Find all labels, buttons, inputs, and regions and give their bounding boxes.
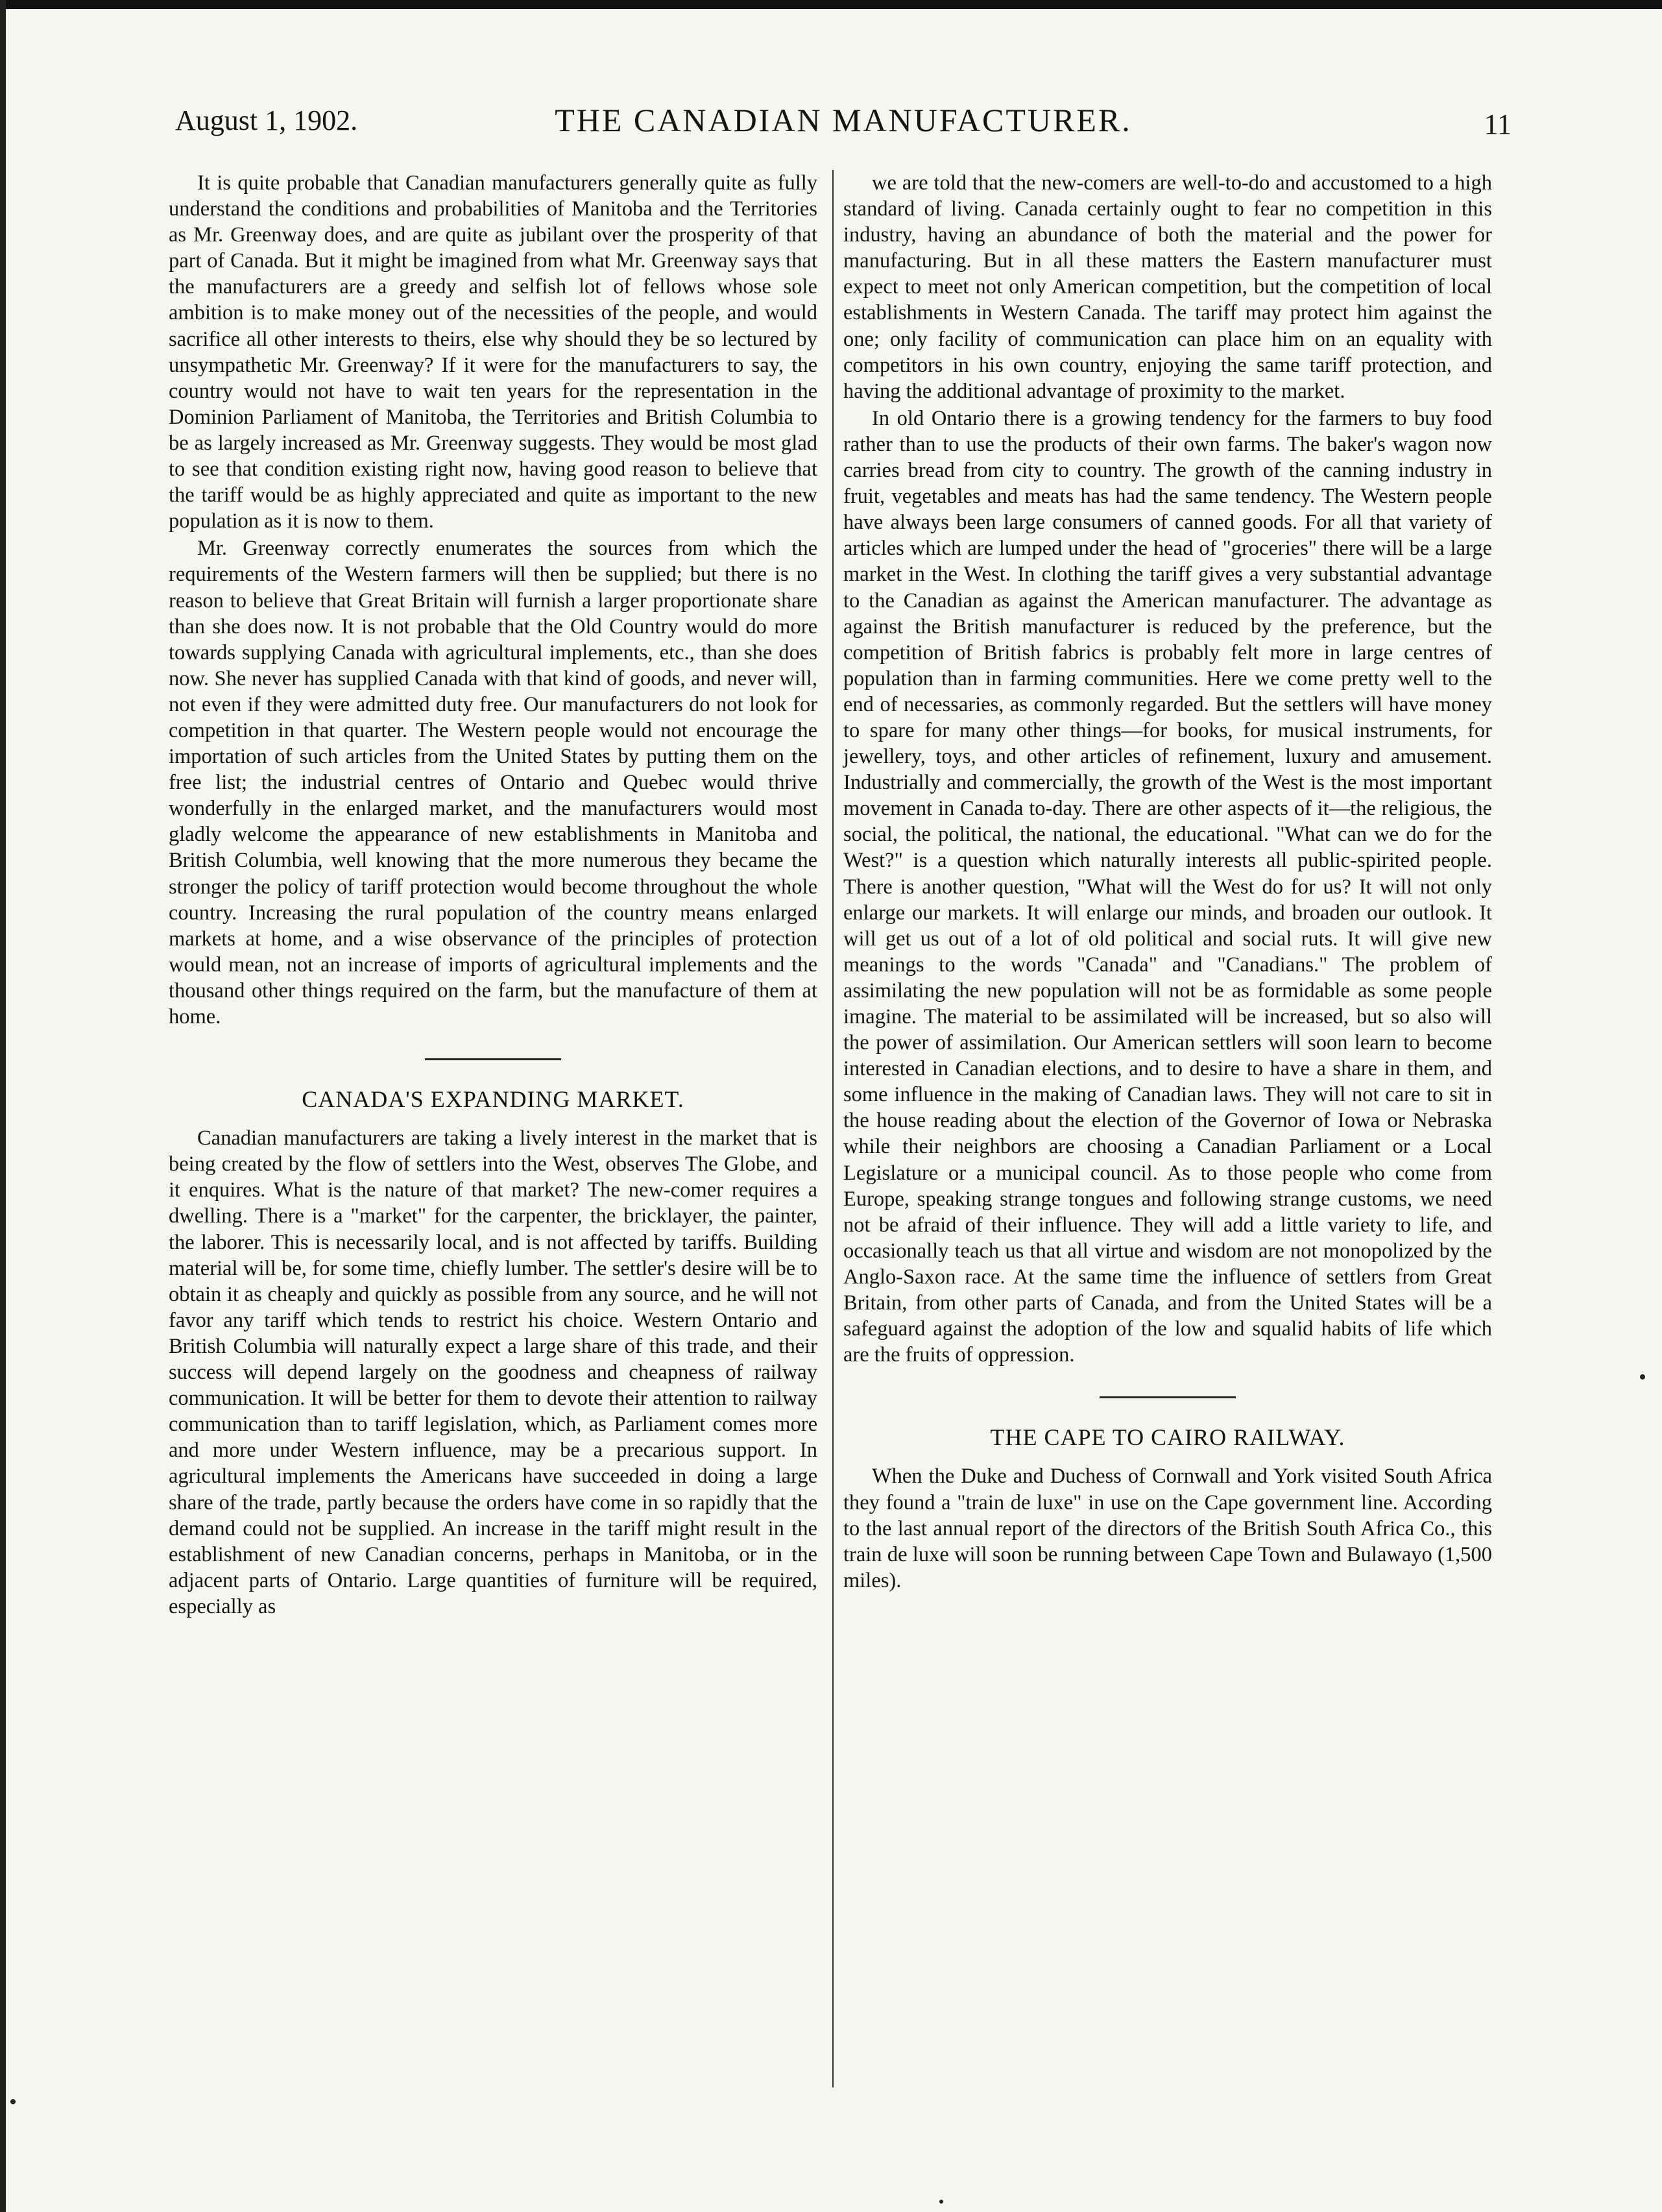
section-heading-expanding-market: CANADA'S EXPANDING MARKET.	[302, 1086, 684, 1113]
section-divider	[1100, 1396, 1236, 1398]
top-border-rule	[0, 0, 1662, 9]
publication-title: THE CANADIAN MANUFACTURER.	[555, 102, 1132, 138]
scan-speck	[10, 2099, 16, 2104]
right-column	[843, 170, 1492, 1594]
left-column	[169, 170, 817, 1620]
left-border-rule	[0, 0, 6, 2212]
page-number: 11	[1484, 108, 1511, 140]
scan-speck	[939, 2200, 943, 2204]
article-paragraph: It is quite probable that Canadian manufacturers generally quite as fully understand the conditions and probabilities of Manitoba and the Territories as Mr. Greenway does, and are quite as jubilant over the prosperity of that part of Canada. But it might be imagined from what Mr. Greenway says that the manufacturers are a greedy and selfish lot of fellows whose sole ambition is to make money out of the necessities of the people, and would sacrifice all other interests to theirs, else why should they be so lectured by unsympathetic Mr. Greenway? If it were for the manufacturers to say, the country would not have to wait ten years for the representation in the Dominion Parliament of Manitoba, the Territories and British Columbia to be as largely increased as Mr. Greenway suggests. They would be most glad to see that condition existing right now, having good reason to believe that the tariff would be as highly appreciated and quite as important to the new population as it is now to them.	[169, 171, 817, 533]
article-paragraph: When the Duke and Duchess of Cornwall and York visited South Africa they found a "train de luxe" in use on the Cape government line. According to the last annual report of the directors of the British South Africa Co., this train de luxe will soon be running between Cape Town and Bulawayo (1,500 miles).	[843, 1465, 1492, 1592]
column-divider	[832, 170, 834, 2087]
scan-speck	[1640, 1374, 1645, 1379]
article-paragraph: Canadian manufacturers are taking a lively interest in the market that is being created by the flow of settlers into the West, observes The Globe, and it enquires. What is the nature of that market? The new-comer requires a dwelling. There is a "market" for the carpenter, the bricklayer, the painter, the laborer. This is necessarily local, and is not affected by tariffs. Building material will be, for some time, chiefly lumber. The settler's desire will be to obtain it as cheaply and quickly as possible from any source, and he will not favor any tariff which tends to restrict his choice. Western Ontario and British Columbia will naturally expect a large share of this trade, and their success will depend largely on the goodness and cheapness of railway communication. It will be better for them to devote their attention to railway communication than to tariff legislation, which, as Parliament comes more and more under Western influence, may be a precarious support. In agricultural implements the Americans have succeeded in doing a large share of the trade, partly because the orders have come in so rapidly that the demand could not be supplied. An increase in the tariff might result in the establishment of new Canadian concerns, perhaps in Manitoba, or in the adjacent parts of Ontario. Large quantities of furniture will be required, especially as	[169, 1126, 817, 1618]
section-divider	[425, 1058, 561, 1060]
article-paragraph: In old Ontario there is a growing tendency for the farmers to buy food rather than to use the products of their own farms. The baker's wagon now carries bread from city to country. The growth of the canning industry in fruit, vegetables and meats has had the same tendency. The Western people have always been large consumers of canned goods. For all that variety of articles which are lumped under the head of "groceries" there will be a large market in the West. In clothing the tariff gives a very substantial advantage to the Canadian as against the American manufacturer. The advantage as against the British manufacturer is reduced by the preference, but the competition of British fabrics is probably felt more in large centres of population than in farming communities. Here we come pretty well to the end of necessaries, as commonly regarded. But the settlers will have money to spare for many other things—for books, for musical instruments, for jewellery, toys, and other articles of refinement, luxury and amusement. Industrially and commercially, the growth of the West is the most important movement in Canada to-day. There are other aspects of it—the religious, the social, the political, the national, the educational. "What can we do for the West?" is a question which naturally interests all public-spirited people. There is another question, "What will the West do for us? It will not only enlarge our markets. It will enlarge our minds, and broaden our outlook. It will get us out of a lot of old political and social ruts. It will give new meanings to the words "Canada" and "Canadians." The problem of assimilating the new population will not be as formidable as some people imagine. The material to be assimilated will be increased, but so also will the power of assimilation. Our American settlers will soon learn to become interested in Canadian elections, and to desire to have a share in them, and some influence in the making of Canadian laws. They will not care to sit in the house reading about the election of the Governor of Iowa or Nebraska while their neighbors are choosing a Canadian Parliament or a Local Legislature or a municipal council. As to those people who come from Europe, speaking strange tongues and following strange customs, we need not be afraid of their influence. They will add a little variety to life, and occasionally teach us that all virtue and wisdom are not monopolized by the Anglo-Saxon race. At the same time the influence of settlers from Great Britain, from other parts of Canada, and from the United States will be a safeguard against the adoption of the low and squalid habits of life which are the fruits of oppression.	[843, 406, 1492, 1367]
section-heading-cape-to-cairo: THE CAPE TO CAIRO RAILWAY.	[990, 1424, 1345, 1451]
article-paragraph: we are told that the new-comers are well-to-do and accustomed to a high standard of living. Canada certainly ought to fear no competition in this industry, having an abundance of both the material and the power for manufacturing. But in all these matters the Eastern manufacturer must expect to meet not only American competition, but the competition of local establishments in Western Canada. The tariff may protect him against the one; only facility of communication can place him on an equality with competitors in his own country, enjoying the same tariff protection, and having the additional advantage of proximity to the market.	[843, 171, 1492, 403]
article-paragraph: Mr. Greenway correctly enumerates the sources from which the requirements of the Western farmers will then be supplied; but there is no reason to believe that Great Britain will furnish a larger proportionate share than she does now. It is not probable that the Old Country would do more towards supplying Canada with agricultural implements, etc., than she does now. She never has supplied Canada with that kind of goods, and never will, not even if they were admitted duty free. Our manufacturers do not look for competition in that quarter. The Western people would not encourage the importation of such articles from the United States by putting them on the free list; the industrial centres of Ontario and Quebec would thrive wonderfully in the enlarged market, and the manufacturers would most gladly welcome the appearance of new establishments in Manitoba and British Columbia, well knowing that the more numerous they became the stronger the policy of tariff protection would become throughout the whole country. Increasing the rural population of the country means enlarged markets at home, and a wise observance of the principles of protection would mean, not an increase of imports of agricultural implements and the thousand other things required on the farm, but the manufacture of them at home.	[169, 537, 817, 1028]
issue-date: August 1, 1902.	[175, 104, 358, 136]
page-header	[175, 104, 1511, 149]
